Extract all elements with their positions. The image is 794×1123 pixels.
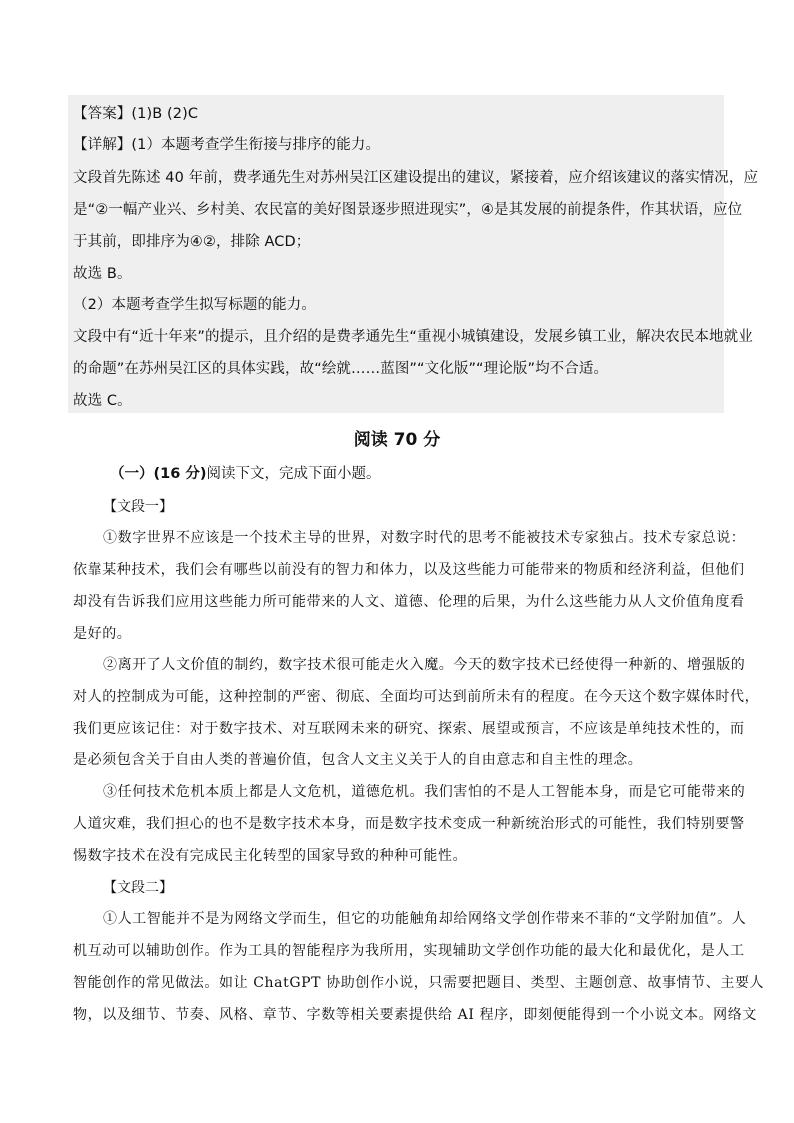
passage-line: 是必须包含关于自由人类的普遍价值，包含人文主义关于人的自由意志和自主性的理念。 <box>73 752 643 768</box>
passage-line: ③任何技术危机本质上都是人文危机，道德危机。我们害怕的不是人工智能本身，而是它可能带来的 <box>103 784 746 800</box>
question-instruction: 阅读下文，完成下面小题。 <box>206 466 381 482</box>
passage-line: 机互动可以辅助创作。作为工具的智能程序为我所用，实现辅助文学创作功能的最大化和最优化，是人工 <box>73 943 745 959</box>
explanation-line: 故选 B。 <box>73 266 132 282</box>
explanation-line: 是“②一幅产业兴、乡村美、农民富的美好图景逐步照进现实”，④是其发展的前提条件，作其状语，应位 <box>73 202 743 218</box>
question-heading <box>110 462 380 483</box>
explanation-line: 的命题”在苏州吴江区的具体实践，故“绘就……蓝图”“文化版”“理论版”均不合适。 <box>73 361 609 377</box>
passage-line: 依靠某种技术，我们会有哪些以前没有的智力和体力，以及这些能力可能带来的物质和经济利益，但他们 <box>73 562 745 578</box>
passage-line: 智能创作的常见做法。如让 ChatGPT 协助创作小说，只需要把题目、类型、主题创意、故事情节、主要人 <box>73 975 765 991</box>
reading-section-title: 阅读 70 分 <box>353 430 441 450</box>
passage-line: ①人工智能并不是为网络文学而生，但它的功能触角却给网络文学创作带来不菲的“文学附加值”。人 <box>103 911 747 927</box>
explanation-line: 【详解】(1）本题考查学生衔接与排序的能力。 <box>73 137 381 153</box>
passage-line: ①数字世界不应该是一个技术主导的世界，对数字时代的思考不能被技术专家独占。技术专家总说： <box>103 530 746 546</box>
passage-one-tag: 【文段一】 <box>103 499 173 515</box>
passage-line: 惕数字技术在没有完成民主化转型的国家导致的种种可能性。 <box>73 848 468 864</box>
passage-line: 人道灾难，我们担心的也不是数字技术本身，而是数字技术变成一种新统治形式的可能性，我们特别要警 <box>73 816 745 832</box>
explanation-line: 于其前，即排序为④②，排除 ACD； <box>73 234 311 250</box>
question-number-score: （一）(16 分) <box>110 466 207 482</box>
passage-line: 对人的控制成为可能，这种控制的严密、彻底、全面均可达到前所未有的程度。在今天这个数字媒体时代， <box>73 689 760 705</box>
explanation-line: 文段中有“近十年来”的提示，且介绍的是费孝通先生“重视小城镇建设，发展乡镇工业，解决农民本地就业 <box>73 329 753 345</box>
passage-line: ②离开了人文价值的制约，数字技术很可能走火入魔。今天的数字技术已经使得一种新的、增强版的 <box>103 657 746 673</box>
passage-line: 是好的。 <box>73 626 132 642</box>
passage-two-tag: 【文段二】 <box>103 880 173 896</box>
passage-line: 我们更应该记住：对于数字技术、对互联网未来的研究、探索、展望或预言，不应该是单纯技术性的，而 <box>73 721 745 737</box>
explanation-line: 文段首先陈述 40 年前，费孝通先生对苏州吴江区建设提出的建议，紧接着，应介绍该建议的落实情况，应 <box>73 170 759 186</box>
passage-line: 物，以及细节、节奏、风格、章节、字数等相关要素提供给 AI 程序，即刻便能得到一个小说文本。网络文 <box>73 1007 757 1023</box>
explanation-line: （2）本题考查学生拟写标题的能力。 <box>73 297 316 313</box>
passage-line: 却没有告诉我们应用这些能力所可能带来的人文、道德、伦理的后果，为什么这些能力从人文价值角度看 <box>73 594 745 610</box>
explanation-line: 故选 C。 <box>73 393 132 409</box>
answer-line: 【答案】(1)B (2)C <box>73 106 199 122</box>
